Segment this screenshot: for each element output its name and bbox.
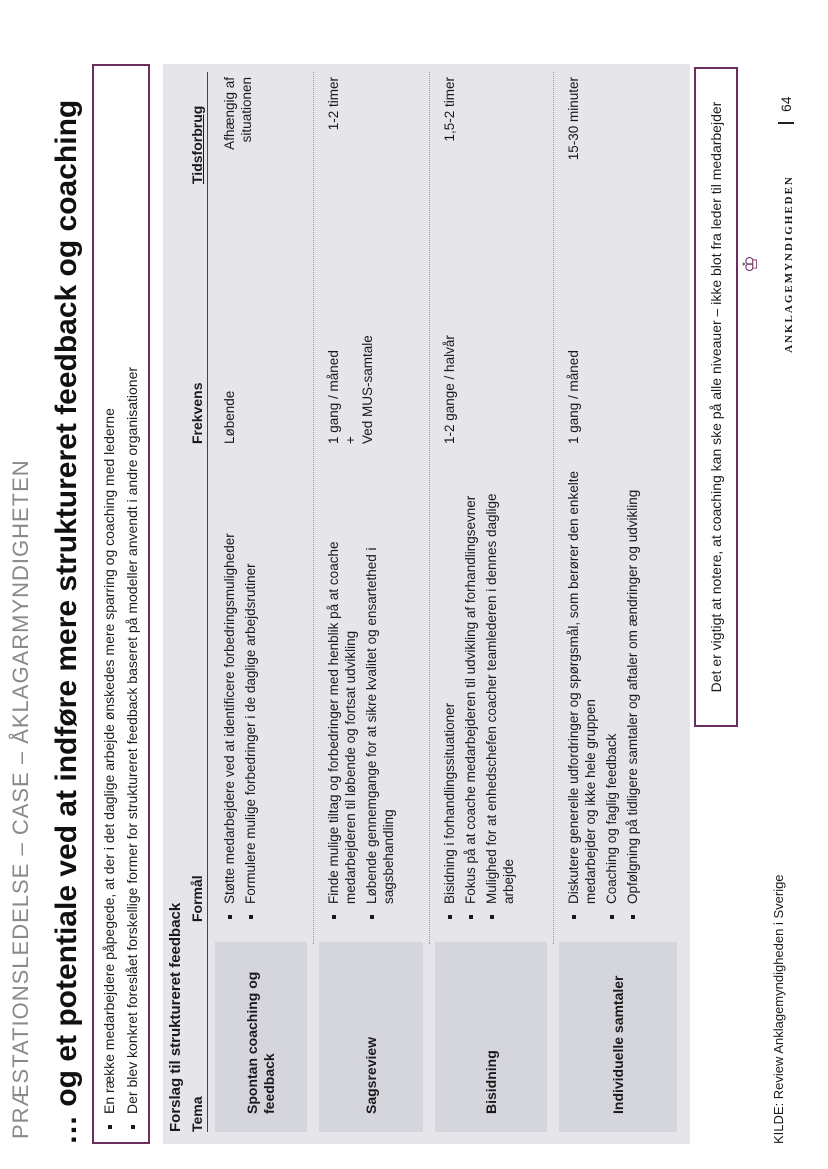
purpose-item: ▪ Formulere mulige forbedringer i de daglige arbejdsrutiner: [242, 464, 259, 904]
column-header-frekvens: Frekvens: [189, 382, 205, 444]
row-time: [565, 77, 582, 227]
row-theme: Bisidning: [435, 942, 547, 1132]
time-line: 15-30 minuter: [566, 77, 581, 161]
frequency-line: 1-2 gange / halvår: [442, 335, 457, 444]
purpose-item: ▪ Støtte medarbejdere ved at identificere forbedringsmuligheder: [221, 464, 238, 904]
row-purpose-list: [441, 464, 521, 922]
row-frequency: [221, 274, 238, 444]
row-theme: Spontan coaching og feedback: [215, 942, 307, 1132]
table-row: [559, 72, 677, 1132]
row-frequency: [565, 274, 582, 444]
row-time: [325, 77, 342, 227]
frequency-line: +: [343, 436, 358, 444]
crown-icon: ♔: [740, 255, 762, 273]
time-line: situationen: [239, 77, 254, 143]
purpose-item: ▪ Mulighed for at enhedschefen coacher teamlederen i dennes daglige arbejde: [483, 464, 517, 904]
purpose-item: ▪ Coaching og faglig feedback: [603, 464, 620, 904]
note-box: Det er vigtigt at notere, at coaching kan ske på alle niveauer – ikke blot fra leder til medarbejder: [694, 67, 738, 727]
frequency-line: Løbende: [222, 390, 237, 444]
logo-text: ANKLAGEMYNDIGHEDEN: [783, 175, 795, 353]
table-row: [435, 72, 547, 1132]
column-header-tidsforbrug: Tidsforbrug: [189, 105, 205, 184]
row-divider: [313, 72, 314, 944]
purpose-item: ▪ Finde mulige tiltag og forbedringer med henblik på at coache medarbejderen til løbende og fortsat udvikling: [325, 464, 359, 904]
column-header-formaal: Formål: [189, 875, 205, 922]
table-row: [319, 72, 423, 1132]
time-line: Afhængig af: [222, 77, 237, 150]
page-number: 64: [778, 96, 794, 124]
row-theme: Sagsreview: [319, 942, 423, 1132]
row-frequency: [325, 274, 376, 444]
purpose-item: ▪ Opfølgning på tidligere samtaler og aftaler om ændringer og udvikling: [624, 464, 641, 904]
row-purpose-list: [325, 464, 401, 922]
row-frequency: [441, 274, 458, 444]
purpose-item: ▪ Bisidning i forhandlingssituationer: [441, 464, 458, 904]
intro-bullet: ▪ En række medarbejdere påpegede, at der i det daglige arbejde ønskedes mere sparring og coaching med lederne: [98, 78, 121, 1114]
header-rule: [207, 72, 208, 1132]
intro-bullet: ▪ Der blev konkret foreslået forskellige former for struktureret feedback baseret på modeller anvendt i andre organisationer: [121, 78, 144, 1114]
frequency-line: 1 gang / måned: [566, 350, 581, 444]
time-line: 1,5-2 timer: [442, 77, 457, 142]
frequency-line: Ved MUS-samtale: [360, 335, 375, 444]
row-time: [221, 77, 255, 227]
row-purpose-list: [221, 464, 263, 922]
row-divider: [429, 72, 430, 944]
row-divider: [553, 72, 554, 944]
table-title: Forslag til struktureret feedback: [167, 902, 184, 1132]
purpose-item: ▪ Fokus på at coache medarbejderen til udvikling af forhandlingsevner: [462, 464, 479, 904]
table-row: [215, 72, 307, 1132]
intro-bullet-list: [98, 78, 144, 1130]
purpose-item: ▪ Løbende gennemgange for at sikre kvalitet og ensartethed i sagsbehandling: [363, 464, 397, 904]
row-theme: Individuelle samtaler: [559, 942, 677, 1132]
frequency-line: 1 gang / måned: [326, 350, 341, 444]
source-line: KILDE: Review Anklagemyndigheden i Sverige: [771, 874, 786, 1144]
organization-logo: [738, 159, 808, 369]
purpose-item: ▪ Diskutere generelle udfordringer og spørgsmål, som berører den enkelte medarbejder og ikke hele gruppen: [565, 464, 599, 904]
slide-title: … og et potentiale ved at indføre mere struktureret feedback og coaching: [50, 99, 83, 1145]
slide-eyebrow: PRÆSTATIONSLEDELSE – CASE – ÅKLAGARMYNDIGHETEN: [8, 459, 33, 1139]
row-time: [441, 77, 458, 227]
time-line: 1-2 timer: [326, 77, 341, 131]
feedback-table-panel: [163, 64, 690, 1144]
row-purpose-list: [565, 464, 645, 922]
column-header-tema: Tema: [189, 1096, 205, 1132]
intro-box: [92, 64, 150, 1144]
